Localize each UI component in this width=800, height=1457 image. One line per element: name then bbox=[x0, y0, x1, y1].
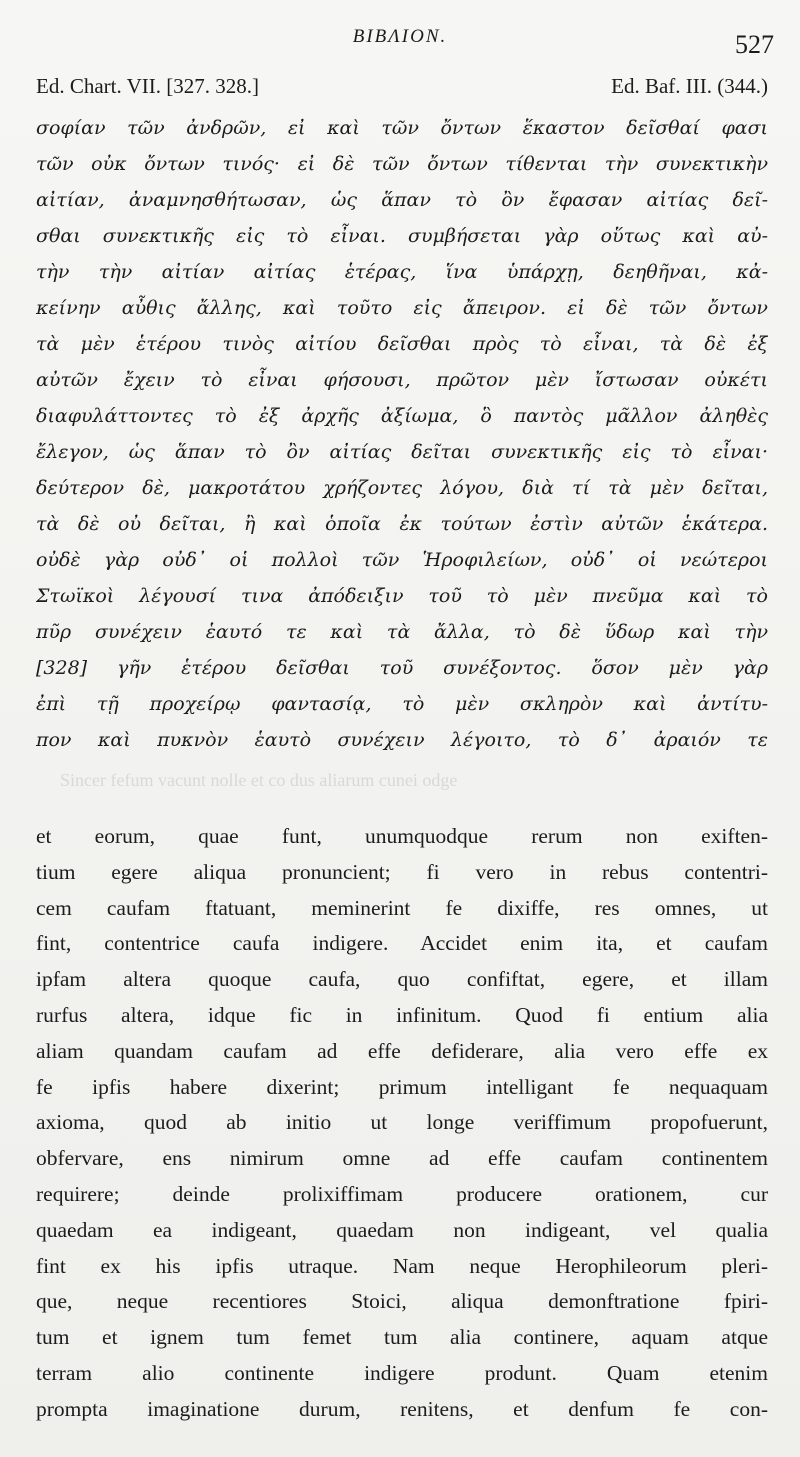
greek-line: σοφίαν τῶν ἀνδρῶν, εἰ καὶ τῶν ὄντων ἕκαστον δεῖσθαί φασι bbox=[36, 117, 768, 139]
greek-line: οὐδὲ γὰρ οὐδ᾽ οἱ πολλοὶ τῶν Ἡροφιλείων, οὐδ᾽ οἱ νεώτεροι bbox=[36, 549, 768, 571]
latin-line: quaedam ea indigeant, quaedam non indigeant, vel qualia bbox=[36, 1217, 768, 1242]
latin-text bbox=[36, 819, 768, 1428]
edition-references bbox=[36, 74, 768, 99]
latin-line: requirere; deinde prolixiffimam producere orationem, cur bbox=[36, 1181, 768, 1206]
greek-line: Στωϊκοὶ λέγουσί τινα ἀπόδειξιν τοῦ τὸ μὲν πνεῦμα καὶ τὸ bbox=[36, 585, 768, 607]
greek-line: ἔλεγον, ὡς ἅπαν τὸ ὂν αἰτίας δεῖται συνεκτικῆς εἰς τὸ εἶναι· bbox=[36, 441, 768, 463]
latin-line: obfervare, ens nimirum omne ad effe caufam continentem bbox=[36, 1146, 768, 1171]
greek-line: τὰ μὲν ἑτέρου τινὸς αἰτίου δεῖσθαι πρὸς τὸ εἶναι, τὰ δὲ ἐξ bbox=[36, 333, 768, 355]
latin-line: tum et ignem tum femet tum alia continere, aquam atque bbox=[36, 1325, 768, 1350]
latin-line: ipfam altera quoque caufa, quo confiftat, egere, et illam bbox=[36, 967, 768, 992]
latin-line: cem caufam ftatuant, meminerint fe dixiffe, res omnes, ut bbox=[36, 895, 768, 920]
latin-line: terram alio continente indigere produnt. Quam etenim bbox=[36, 1360, 768, 1385]
latin-line: rurfus altera, idque fic in infinitum. Quod fi entium alia bbox=[36, 1002, 768, 1027]
page-number: 527 bbox=[735, 30, 774, 59]
greek-line: αἰτίαν, ἀναμνησθήτωσαν, ὡς ἅπαν τὸ ὂν ἔφασαν αἰτίας δεῖ- bbox=[36, 189, 768, 211]
greek-line: τὰ δὲ οὐ δεῖται, ἢ καὶ ὁποῖα ἐκ τούτων ἐστὶν αὐτῶν ἑκάτερα. bbox=[36, 513, 768, 535]
greek-text bbox=[36, 110, 768, 758]
latin-line: fint, contentrice caufa indigere. Accidet enim ita, et caufam bbox=[36, 931, 768, 956]
greek-line: διαφυλάττοντες τὸ ἐξ ἀρχῆς ἀξίωμα, ὃ παντὸς μᾶλλον ἀληθὲς bbox=[36, 405, 768, 427]
latin-line: fint ex his ipfis utraque. Nam neque Herophileorum pleri- bbox=[36, 1253, 768, 1278]
greek-line: πῦρ συνέχειν ἑαυτό τε καὶ τὰ ἄλλα, τὸ δὲ ὕδωρ καὶ τὴν bbox=[36, 621, 768, 643]
latin-line: fe ipfis habere dixerint; primum intelligant fe nequaquam bbox=[36, 1074, 768, 1099]
greek-line: τῶν οὐκ ὄντων τινός· εἰ δὲ τῶν ὄντων τίθενται τὴν συνεκτικὴν bbox=[36, 153, 768, 175]
greek-line: τὴν τὴν αἰτίαν αἰτίας ἑτέρας, ἵνα ὑπάρχῃ, δεηθῆναι, κἀ- bbox=[36, 261, 768, 283]
greek-line: αὐτῶν ἔχειν τὸ εἶναι φήσουσι, πρῶτον μὲν ἴστωσαν οὐκέτι bbox=[36, 369, 768, 391]
latin-line: tium egere aliqua pronuncient; fi vero in rebus contentri- bbox=[36, 859, 768, 884]
greek-line: δεύτερον δὲ, μακροτάτου χρήζοντες λόγου, διὰ τί τὰ μὲν δεῖται, bbox=[36, 477, 768, 499]
latin-line: axioma, quod ab initio ut longe veriffimum propofuerunt, bbox=[36, 1110, 768, 1135]
greek-line: [328] γῆν ἑτέρου δεῖσθαι τοῦ συνέξοντος. ὅσον μὲν γὰρ bbox=[36, 657, 768, 679]
edition-right: Ed. Baf. III. (344.) bbox=[611, 74, 768, 98]
show-through-text: Sincer fefum vacunt nolle et co dus aliarum cunei odge bbox=[60, 770, 458, 790]
greek-line: σθαι συνεκτικῆς εἰς τὸ εἶναι. συμβήσεται γὰρ οὕτως καὶ αὐ- bbox=[36, 225, 768, 247]
greek-line: πον καὶ πυκνὸν ἑαυτὸ συνέχειν λέγοιτο, τὸ δ᾽ ἀραιόν τε bbox=[36, 729, 768, 751]
greek-line: ἐπὶ τῇ προχείρῳ φαντασίᾳ, τὸ μὲν σκληρὸν καὶ ἀντίτυ- bbox=[36, 693, 768, 715]
latin-line: aliam quandam caufam ad effe defiderare, alia vero effe ex bbox=[36, 1038, 768, 1063]
latin-line: et eorum, quae funt, unumquodque rerum non exiften- bbox=[36, 824, 768, 848]
latin-line: prompta imaginatione durum, renitens, et denfum fe con- bbox=[36, 1396, 768, 1421]
latin-line: que, neque recentiores Stoici, aliqua demonftratione fpiri- bbox=[36, 1289, 768, 1314]
greek-line: κείνην αὖθις ἄλλης, καὶ τοῦτο εἰς ἄπειρον. εἰ δὲ τῶν ὄντων bbox=[36, 297, 768, 319]
running-title: BIBΛION. bbox=[352, 26, 448, 47]
edition-left: Ed. Chart. VII. [327. 328.] bbox=[36, 74, 259, 98]
